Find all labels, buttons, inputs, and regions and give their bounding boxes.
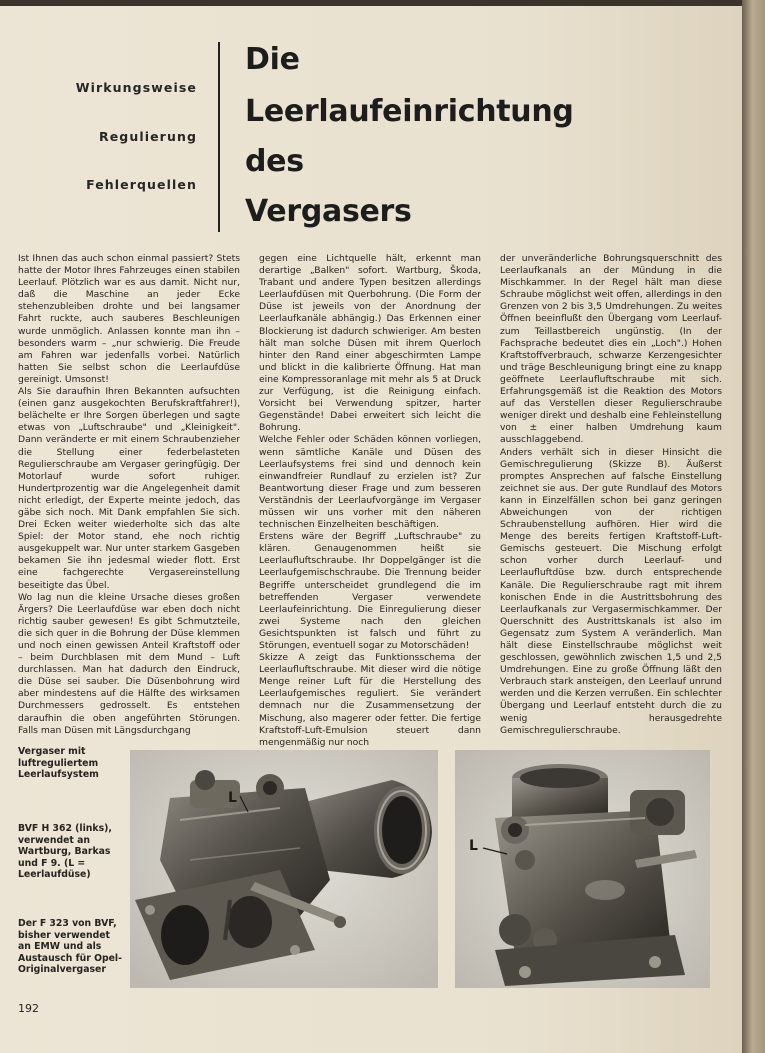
- carburetor-photo-f323: [455, 750, 710, 988]
- article-column-3: [500, 253, 722, 736]
- carburetor-h362-illustration: [130, 750, 438, 988]
- paragraph: der unveränderliche Bohrungsquerschnitt des Leerlaufkanals an der Mündung in die Mischkammer. In der Regel hält man diese Schraube möglichst weit offen, allerdings in den Grenzen von 2 bis 3,5 Umdrehungen. Zu weites Öffnen beeinflußt den Übergang vom Leerlauf- zum Teillastbereich ungünstig. (In der Fachsprache bedeutet dies ein „Loch".) Hohen Kraftstoffverbrauch, schwarze Kerzengesichter und träge Beschleunigung bringt eine zu knapp geöffnete Leerlaufluftschraube mit sich. Erfahrungsgemäß ist die Reaktion des Motors auf das Verstellen dieser Regulierschraube weniger direkt und deshalb eine Fehleinstellung von ± einer halben Umdrehung kaum ausschlaggebend.: [500, 253, 722, 446]
- kicker-fehlerquellen: Fehlerquellen: [86, 177, 197, 192]
- photo-label-l-2: L: [469, 838, 478, 854]
- carburetor-photo-h362: [130, 750, 438, 988]
- article-column-1: [18, 253, 240, 736]
- paragraph: Skizze A zeigt das Funktionsschema der Leerlaufluftschraube. Mit dieser wird die nötige Menge reiner Luft für die Herstellung des Leerlaufgemisches reguliert. Sie verändert demnach nur die Zusammensetzung der Mischung, also magerer oder fetter. Die fertige Kraftstoff-Luft-Emulsion steuert dann mengenmäßig nur noch: [259, 652, 481, 748]
- paragraph: Als Sie daraufhin Ihren Bekannten aufsuchten (einen ganz ausgekochten Berufskraftfahrer!), belächelte er Ihre Sorgen überlegen und sagte etwas von „Luftschraube" und „Kleinigkeit". Dann veränderte er mit einem Schraubenzieher die Stellung einer federbelasteten Regulierschraube am Vergaser geringfügig. Der Motorlauf wurde sofort ruhiger. Hundertprozentig war die Angelegenheit damit nicht erledigt, der Experte meinte jedoch, das gäbe sich noch. Mit Dank empfahlen Sie sich. Drei Ecken weiter wiederholte sich das alte Spiel: der Motor stand, ehe noch richtig ausgekuppelt war. Nur unter starkem Gasgeben bekamen Sie ihn jedesmal wieder flott. Erst eine fachgerechte Vergasereinstellung beseitigte das Übel.: [18, 386, 240, 591]
- caption-f323: Der F 323 von BVF, bisher verwendet an EMW und als Austausch für Opel-Originalvergaser: [18, 918, 122, 976]
- paragraph: gegen eine Lichtquelle hält, erkennt man derartige „Balken" sofort. Wartburg, Škoda, Trabant und andere Typen besitzen allerdings Leerlaufdüsen mit Querbohrung. (Die Form der Düse ist jeweils von der Anordnung der Leerlaufkanäle abhängig.) Das Erkennen einer Blockierung ist dadurch schwieriger. Am besten hält man solche Düsen mit ihrem Querloch hinter den Rand einer abgeschirmten Lampe und blickt in die kalibrierte Öffnung. Hat man eine Kompressoranlage mit mehr als 5 at Druck zur Verfügung, ist die Reinigung einfach. Vorsicht bei Verwendung spitzer, harter Gegenstände! Dabei erweitert sich leicht die Bohrung.: [259, 253, 481, 434]
- paragraph: Erstens wäre der Begriff „Luftschraube" zu klären. Genaugenommen heißt sie Leerlaufluftschraube. Ihr Doppelgänger ist die Leerlaufgemischschraube. Die Trennung beider Begriffe unterscheidet grundlegend die im betreffenden Vergaser verwendete Leerlaufeinrichtung. Die Einregulierung dieser zwei Systeme nach den gleichen Gesichtspunkten ist falsch und führt zu Störungen, eventuell sogar zu Motorschäden!: [259, 531, 481, 651]
- paragraph: Wo lag nun die kleine Ursache dieses großen Ärgers? Die Leerlaufdüse war eben doch nicht richtig sauber gewesen! Es gibt Schmutzteile, die sich quer in die Bohrung der Düse klemmen und noch einen gewissen Anteil Kraftstoff oder – beim Durchblasen mit dem Mund – Luft durchlassen. Man hat dadurch den Eindruck, die Düse sei sauber. Die Düsenbohrung wird aber mindestens auf die Hälfte des wirksamen Durchmessers gedrosselt. Es entstehen daraufhin die oben angeführten Störungen. Falls man Düsen mit Längsdurchgang: [18, 591, 240, 736]
- title-line-2: Leerlaufeinrichtung: [245, 94, 574, 129]
- title-line-1: Die: [245, 42, 300, 77]
- page-spine: [742, 0, 765, 1053]
- carburetor-f323-illustration: [455, 750, 710, 988]
- caption-h362: BVF H 362 (links), verwendet an Wartburg, Barkas und F 9. (L = Leerlaufdüse): [18, 823, 112, 881]
- article-column-2: [259, 253, 481, 748]
- kicker-wirkungsweise: Wirkungsweise: [75, 80, 197, 95]
- title-divider: [218, 42, 220, 232]
- caption-system: Vergaser mit luftreguliertem Leerlaufsystem: [18, 746, 99, 781]
- title-line-4: Vergasers: [245, 194, 412, 229]
- paragraph: Anders verhält sich in dieser Hinsicht die Gemischregulierung (Skizze B). Äußerst promptes Ansprechen auf falsche Einstellung zeichnet sie aus. Der gute Rundlauf des Motors kann in Einzelfällen schon bei ganz geringen Abweichungen von der richtigen Schraubenstellung aufhören. Hier wird die Menge des bereits fertigen Kraftstoff-Luft-Gemischs gesteuert. Die Mischung erfolgt schon vorher durch Leerlauf- und Leerlaufluftdüse bzw. durch entsprechende Kanäle. Die Regulierschraube ragt mit ihrem konischen Ende in die Austrittsbohrung des Leerlaufkanals zur Vergasermischkammer. Der Querschnitt des Austrittskanals ist also im Gegensatz zum System A veränderlich. Man hält diese Einstellschraube möglichst weit geschlossen, gewöhnlich zwischen 1,5 und 2,5 Umdrehungen. Eine zu große Öffnung läßt den Verbrauch stark ansteigen, den Leerlauf unrund werden und die Kerzen verrußen. Ein schlechter Übergang und Leerlauf entsteht durch die zu wenig herausgedrehte Gemischregulierschraube.: [500, 446, 722, 736]
- page-number: 192: [18, 1002, 39, 1015]
- title-line-3: des: [245, 144, 304, 179]
- paragraph: Welche Fehler oder Schäden können vorliegen, wenn sämtliche Kanäle und Düsen des Leerlaufsystems frei sind und dennoch kein einwandfreier Rundlauf zu erzielen ist? Zur Beantwortung dieser Frage und zum besseren Verständnis der Leerlaufvorgänge im Vergaser müssen wir uns vorher mit den näheren technischen Einzelheiten beschäftigen.: [259, 434, 481, 531]
- kicker-regulierung: Regulierung: [98, 129, 197, 144]
- paragraph: Ist Ihnen das auch schon einmal passiert? Stets hatte der Motor Ihres Fahrzeuges einen stabilen Leerlauf. Plötzlich war es aus damit. Nicht nur, daß die Maschine an jeder Ecke stehenzubleiben drohte und bei langsamer Fahrt ruckte, auch sauberes Beschleunigen wurde unmöglich. Anlassen konnte man ihn – besonders warm – „nur schwierig. Die Freude am Fahren war jedenfalls vorbei. Natürlich hatten Sie selbst schon die Leerlaufdüse gereinigt. Umsonst!: [18, 253, 240, 385]
- photo-label-l-1: L: [228, 790, 237, 806]
